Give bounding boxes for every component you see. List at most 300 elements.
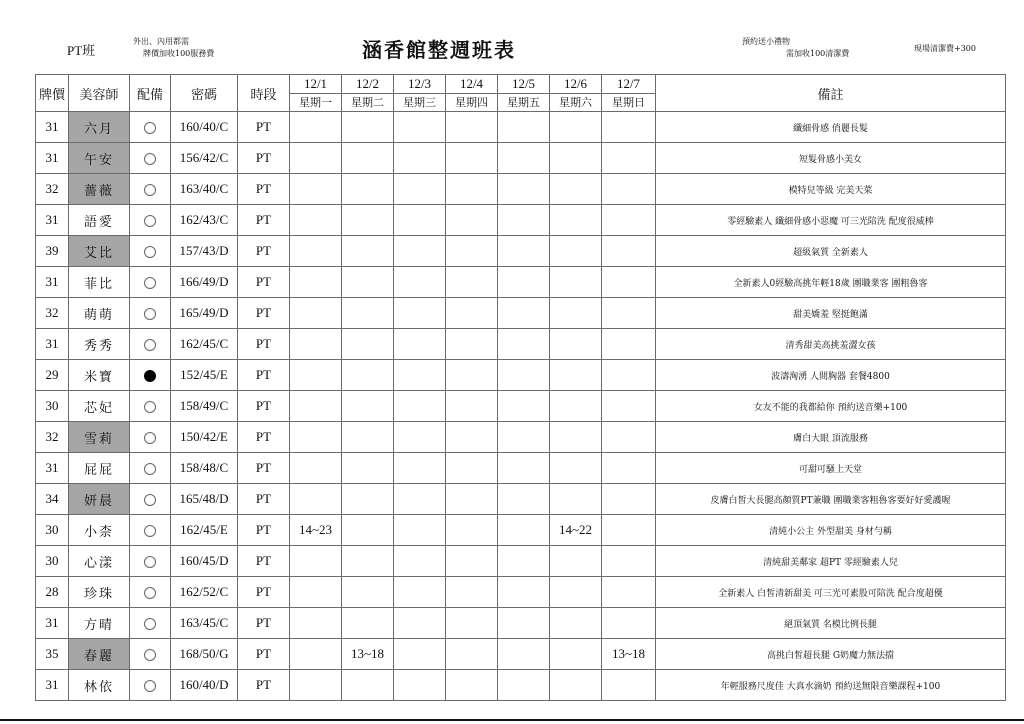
day-shift-cell <box>498 298 550 329</box>
day-shift-cell <box>446 515 498 546</box>
day-shift-cell <box>446 112 498 143</box>
col-header-slot: 時段 <box>238 75 290 112</box>
col-header-date: 12/3 <box>394 75 446 94</box>
table-row <box>36 422 1006 453</box>
day-shift-cell <box>290 205 342 236</box>
price-cell: 32 <box>36 298 69 329</box>
price-cell: 31 <box>36 670 69 701</box>
day-shift-cell <box>498 143 550 174</box>
day-shift-cell <box>602 143 656 174</box>
day-shift-cell <box>342 360 394 391</box>
day-shift-cell <box>498 267 550 298</box>
price-cell: 39 <box>36 236 69 267</box>
equipment-cell <box>130 608 171 639</box>
price-cell: 35 <box>36 639 69 670</box>
day-shift-cell <box>550 267 602 298</box>
slot-cell: PT <box>238 236 290 267</box>
day-shift-cell <box>602 174 656 205</box>
day-shift-cell <box>498 670 550 701</box>
beautician-name-cell: 妍晨 <box>69 484 130 515</box>
code-cell: 165/49/D <box>171 298 238 329</box>
day-shift-cell <box>550 360 602 391</box>
equipment-cell <box>130 205 171 236</box>
day-shift-cell <box>342 453 394 484</box>
table-row <box>36 205 1006 236</box>
col-header-date: 12/6 <box>550 75 602 94</box>
col-header-weekday: 星期日 <box>602 93 656 112</box>
col-header-weekday: 星期六 <box>550 93 602 112</box>
day-shift-cell <box>446 670 498 701</box>
note-cell: 可甜可騷上天堂 <box>656 453 1006 484</box>
day-shift-cell <box>290 453 342 484</box>
day-shift-cell <box>446 577 498 608</box>
day-shift-cell <box>498 329 550 360</box>
code-cell: 158/48/C <box>171 453 238 484</box>
day-shift-cell <box>290 546 342 577</box>
day-shift-cell <box>446 453 498 484</box>
open-circle-icon <box>144 463 156 475</box>
price-cell: 34 <box>36 484 69 515</box>
equipment-cell <box>130 267 171 298</box>
code-cell: 168/50/G <box>171 639 238 670</box>
day-shift-cell <box>394 639 446 670</box>
day-shift-cell <box>550 422 602 453</box>
day-shift-cell <box>446 329 498 360</box>
day-shift-cell <box>342 267 394 298</box>
day-shift-cell <box>446 267 498 298</box>
day-shift-cell: 14~23 <box>290 515 342 546</box>
slot-cell: PT <box>238 670 290 701</box>
note-cell: 高挑白皙超長腿 G奶魔力無法擋 <box>656 639 1006 670</box>
beautician-name-cell: 薔薇 <box>69 174 130 205</box>
note-cell: 波濤洶湧 人間胸器 套餐4800 <box>656 360 1006 391</box>
day-shift-cell <box>394 236 446 267</box>
day-shift-cell <box>602 515 656 546</box>
cleaning-fee-note: 現場清潔費+300 <box>914 44 976 53</box>
day-shift-cell <box>290 608 342 639</box>
day-shift-cell: 13~18 <box>342 639 394 670</box>
day-shift-cell <box>498 236 550 267</box>
equipment-cell <box>130 143 171 174</box>
slot-cell: PT <box>238 484 290 515</box>
code-cell: 163/40/C <box>171 174 238 205</box>
day-shift-cell <box>342 484 394 515</box>
table-row <box>36 298 1006 329</box>
price-cell: 31 <box>36 267 69 298</box>
open-circle-icon <box>144 339 156 351</box>
table-row <box>36 639 1006 670</box>
price-cell: 32 <box>36 422 69 453</box>
day-shift-cell <box>602 298 656 329</box>
day-shift-cell <box>550 329 602 360</box>
beautician-name-cell: 六月 <box>69 112 130 143</box>
day-shift-cell <box>342 236 394 267</box>
table-row <box>36 453 1006 484</box>
table-row <box>36 391 1006 422</box>
table-row <box>36 360 1006 391</box>
col-header-weekday: 星期三 <box>394 93 446 112</box>
equipment-cell <box>130 236 171 267</box>
beautician-name-cell: 屁屁 <box>69 453 130 484</box>
open-circle-icon <box>144 153 156 165</box>
day-shift-cell <box>550 174 602 205</box>
slot-cell: PT <box>238 298 290 329</box>
price-cell: 31 <box>36 453 69 484</box>
day-shift-cell: 13~18 <box>602 639 656 670</box>
code-cell: 166/49/D <box>171 267 238 298</box>
day-shift-cell <box>394 143 446 174</box>
day-shift-cell <box>290 143 342 174</box>
open-circle-icon <box>144 277 156 289</box>
day-shift-cell <box>550 112 602 143</box>
beautician-name-cell: 雪莉 <box>69 422 130 453</box>
day-shift-cell <box>602 453 656 484</box>
beautician-name-cell: 艾比 <box>69 236 130 267</box>
col-header-date: 12/1 <box>290 75 342 94</box>
table-row <box>36 174 1006 205</box>
slot-cell: PT <box>238 205 290 236</box>
col-header-weekday: 星期四 <box>446 93 498 112</box>
slot-cell: PT <box>238 267 290 298</box>
day-shift-cell <box>550 608 602 639</box>
table-body <box>36 112 1006 701</box>
note-cell: 絕頂氣質 名模比例長腿 <box>656 608 1006 639</box>
day-shift-cell <box>498 484 550 515</box>
day-shift-cell <box>394 360 446 391</box>
group-label: PT班 <box>67 43 96 58</box>
day-shift-cell <box>342 298 394 329</box>
note-cell: 年輕服務尺度佳 大真水滴奶 預約送無限音樂課程+100 <box>656 670 1006 701</box>
service-fee-note-line-1: 外出、內用都需 <box>133 37 189 46</box>
open-circle-icon <box>144 649 156 661</box>
day-shift-cell <box>290 267 342 298</box>
day-shift-cell <box>602 670 656 701</box>
beautician-name-cell: 林依 <box>69 670 130 701</box>
day-shift-cell <box>498 205 550 236</box>
code-cell: 152/45/E <box>171 360 238 391</box>
day-shift-cell <box>602 546 656 577</box>
day-shift-cell <box>290 639 342 670</box>
day-shift-cell <box>290 391 342 422</box>
day-shift-cell <box>550 639 602 670</box>
day-shift-cell <box>290 422 342 453</box>
day-shift-cell <box>446 546 498 577</box>
code-cell: 163/45/C <box>171 608 238 639</box>
day-shift-cell <box>342 205 394 236</box>
beautician-name-cell: 語愛 <box>69 205 130 236</box>
equipment-cell <box>130 298 171 329</box>
day-shift-cell <box>342 391 394 422</box>
day-shift-cell <box>550 236 602 267</box>
equipment-cell <box>130 360 171 391</box>
col-header-price: 牌價 <box>36 75 69 112</box>
service-fee-note-line-2: 牌價加收100服務費 <box>143 49 215 58</box>
price-cell: 31 <box>36 143 69 174</box>
open-circle-icon <box>144 246 156 258</box>
day-shift-cell <box>394 391 446 422</box>
slot-cell: PT <box>238 360 290 391</box>
day-shift-cell <box>550 453 602 484</box>
day-shift-cell <box>394 205 446 236</box>
open-circle-icon <box>144 618 156 630</box>
equipment-cell <box>130 515 171 546</box>
open-circle-icon <box>144 122 156 134</box>
day-shift-cell <box>498 577 550 608</box>
note-cell: 超級氣質 全新素人 <box>656 236 1006 267</box>
slot-cell: PT <box>238 608 290 639</box>
note-cell: 皮膚白皙大長腿高顏質PT兼職 團職業客粗魯客要好好愛護喔 <box>656 484 1006 515</box>
day-shift-cell <box>498 112 550 143</box>
day-shift-cell <box>446 205 498 236</box>
note-cell: 短髮骨感小美女 <box>656 143 1006 174</box>
equipment-cell <box>130 484 171 515</box>
day-shift-cell <box>446 484 498 515</box>
code-cell: 165/48/D <box>171 484 238 515</box>
day-shift-cell <box>342 329 394 360</box>
day-shift-cell <box>394 174 446 205</box>
day-shift-cell <box>498 639 550 670</box>
day-shift-cell <box>342 112 394 143</box>
beautician-name-cell: 春麗 <box>69 639 130 670</box>
note-cell: 清純小公主 外型甜美 身材勻稱 <box>656 515 1006 546</box>
day-shift-cell <box>446 360 498 391</box>
code-cell: 162/43/C <box>171 205 238 236</box>
schedule-table <box>35 74 1006 701</box>
code-cell: 162/52/C <box>171 577 238 608</box>
day-shift-cell <box>394 608 446 639</box>
day-shift-cell <box>290 298 342 329</box>
day-shift-cell <box>602 112 656 143</box>
code-cell: 162/45/C <box>171 329 238 360</box>
price-cell: 28 <box>36 577 69 608</box>
price-cell: 31 <box>36 112 69 143</box>
beautician-name-cell: 珍珠 <box>69 577 130 608</box>
equipment-cell <box>130 577 171 608</box>
table-row <box>36 670 1006 701</box>
equipment-cell <box>130 112 171 143</box>
day-shift-cell <box>342 546 394 577</box>
day-shift-cell <box>342 608 394 639</box>
day-shift-cell <box>290 236 342 267</box>
equipment-cell <box>130 639 171 670</box>
day-shift-cell <box>394 515 446 546</box>
day-shift-cell <box>290 329 342 360</box>
col-header-weekday: 星期二 <box>342 93 394 112</box>
day-shift-cell <box>290 360 342 391</box>
slot-cell: PT <box>238 515 290 546</box>
note-cell: 纖細骨感 俏麗長髮 <box>656 112 1006 143</box>
table-row <box>36 236 1006 267</box>
col-header-notes: 備註 <box>656 75 1006 112</box>
open-circle-icon <box>144 401 156 413</box>
equipment-cell <box>130 546 171 577</box>
beautician-name-cell: 方晴 <box>69 608 130 639</box>
price-cell: 31 <box>36 205 69 236</box>
open-circle-icon <box>144 587 156 599</box>
code-cell: 156/42/C <box>171 143 238 174</box>
day-shift-cell <box>550 205 602 236</box>
slot-cell: PT <box>238 453 290 484</box>
price-cell: 30 <box>36 546 69 577</box>
day-shift-cell <box>290 484 342 515</box>
day-shift-cell <box>394 670 446 701</box>
table-row <box>36 608 1006 639</box>
day-shift-cell <box>290 577 342 608</box>
slot-cell: PT <box>238 174 290 205</box>
day-shift-cell <box>394 546 446 577</box>
open-circle-icon <box>144 184 156 196</box>
day-shift-cell: 14~22 <box>550 515 602 546</box>
open-circle-icon <box>144 432 156 444</box>
code-cell: 158/49/C <box>171 391 238 422</box>
slot-cell: PT <box>238 112 290 143</box>
day-shift-cell <box>602 484 656 515</box>
day-shift-cell <box>342 515 394 546</box>
day-shift-cell <box>602 205 656 236</box>
open-circle-icon <box>144 680 156 692</box>
table-row <box>36 577 1006 608</box>
code-cell: 160/40/C <box>171 112 238 143</box>
equipment-cell <box>130 670 171 701</box>
day-shift-cell <box>602 236 656 267</box>
open-circle-icon <box>144 556 156 568</box>
note-cell: 模特兒等級 完美天菜 <box>656 174 1006 205</box>
equipment-cell <box>130 329 171 360</box>
note-cell: 膚白大眼 頂流服務 <box>656 422 1006 453</box>
day-shift-cell <box>498 546 550 577</box>
day-shift-cell <box>394 329 446 360</box>
day-shift-cell <box>498 608 550 639</box>
table-row <box>36 143 1006 174</box>
day-shift-cell <box>394 422 446 453</box>
day-shift-cell <box>498 453 550 484</box>
note-cell: 全新素人0經驗高挑年輕18歲 團職業客 團粗魯客 <box>656 267 1006 298</box>
note-cell: 甜美嬌羞 堅挺飽滿 <box>656 298 1006 329</box>
table-row <box>36 484 1006 515</box>
day-shift-cell <box>602 422 656 453</box>
price-cell: 30 <box>36 515 69 546</box>
day-shift-cell <box>602 608 656 639</box>
note-cell: 女友不能的我都給你 預約送音樂+100 <box>656 391 1006 422</box>
day-shift-cell <box>394 112 446 143</box>
day-shift-cell <box>446 391 498 422</box>
slot-cell: PT <box>238 422 290 453</box>
col-header-date: 12/4 <box>446 75 498 94</box>
note-cell: 零經驗素人 纖細骨感小惡魔 可三光陪洗 配度很威棒 <box>656 205 1006 236</box>
col-header-date: 12/7 <box>602 75 656 94</box>
code-cell: 160/40/D <box>171 670 238 701</box>
day-shift-cell <box>446 422 498 453</box>
day-shift-cell <box>550 546 602 577</box>
day-shift-cell <box>550 670 602 701</box>
day-shift-cell <box>446 298 498 329</box>
price-cell: 30 <box>36 391 69 422</box>
day-shift-cell <box>446 174 498 205</box>
price-cell: 32 <box>36 174 69 205</box>
day-shift-cell <box>342 577 394 608</box>
page-title: 涵香館整週班表 <box>362 38 516 62</box>
table-header <box>36 75 1006 112</box>
slot-cell: PT <box>238 639 290 670</box>
open-circle-icon <box>144 308 156 320</box>
col-header-code: 密碼 <box>171 75 238 112</box>
day-shift-cell <box>342 670 394 701</box>
day-shift-cell <box>342 422 394 453</box>
table-row <box>36 267 1006 298</box>
equipment-cell <box>130 453 171 484</box>
day-shift-cell <box>498 422 550 453</box>
equipment-cell <box>130 391 171 422</box>
day-shift-cell <box>602 329 656 360</box>
day-shift-cell <box>394 577 446 608</box>
beautician-name-cell: 菲比 <box>69 267 130 298</box>
note-cell: 清純甜美鄰家 超PT 零經驗素人兒 <box>656 546 1006 577</box>
code-cell: 150/42/E <box>171 422 238 453</box>
col-header-equipment: 配備 <box>130 75 171 112</box>
bottom-rule <box>0 719 1024 721</box>
day-shift-cell <box>498 515 550 546</box>
col-header-date: 12/5 <box>498 75 550 94</box>
day-shift-cell <box>446 639 498 670</box>
beautician-name-cell: 小柰 <box>69 515 130 546</box>
code-cell: 160/45/D <box>171 546 238 577</box>
note-cell: 清秀甜美高挑羞澀女孩 <box>656 329 1006 360</box>
open-circle-icon <box>144 525 156 537</box>
price-cell: 31 <box>36 329 69 360</box>
open-circle-icon <box>144 494 156 506</box>
day-shift-cell <box>550 143 602 174</box>
slot-cell: PT <box>238 329 290 360</box>
filled-circle-icon <box>144 370 156 382</box>
beautician-name-cell: 秀秀 <box>69 329 130 360</box>
slot-cell: PT <box>238 577 290 608</box>
day-shift-cell <box>290 670 342 701</box>
day-shift-cell <box>498 360 550 391</box>
beautician-name-cell: 午安 <box>69 143 130 174</box>
beautician-name-cell: 心漾 <box>69 546 130 577</box>
col-header-weekday: 星期五 <box>498 93 550 112</box>
day-shift-cell <box>394 267 446 298</box>
slot-cell: PT <box>238 143 290 174</box>
table-row <box>36 112 1006 143</box>
service-fee-note <box>133 36 214 60</box>
day-shift-cell <box>498 391 550 422</box>
beautician-name-cell: 萌萌 <box>69 298 130 329</box>
slot-cell: PT <box>238 546 290 577</box>
day-shift-cell <box>342 174 394 205</box>
price-cell: 31 <box>36 608 69 639</box>
day-shift-cell <box>550 391 602 422</box>
day-shift-cell <box>550 577 602 608</box>
open-circle-icon <box>144 215 156 227</box>
day-shift-cell <box>394 453 446 484</box>
code-cell: 157/43/D <box>171 236 238 267</box>
beautician-name-cell: 芯妃 <box>69 391 130 422</box>
col-header-weekday: 星期一 <box>290 93 342 112</box>
table-row <box>36 329 1006 360</box>
day-shift-cell <box>550 298 602 329</box>
gift-note <box>742 36 849 60</box>
code-cell: 162/45/E <box>171 515 238 546</box>
gift-note-line-1: 預約送小禮物 <box>742 37 790 46</box>
day-shift-cell <box>446 236 498 267</box>
day-shift-cell <box>550 484 602 515</box>
col-header-date: 12/2 <box>342 75 394 94</box>
table-row <box>36 546 1006 577</box>
table-row <box>36 515 1006 546</box>
note-cell: 全新素人 白皙清新甜美 可三光可素股可陪洗 配合度超優 <box>656 577 1006 608</box>
day-shift-cell <box>394 484 446 515</box>
